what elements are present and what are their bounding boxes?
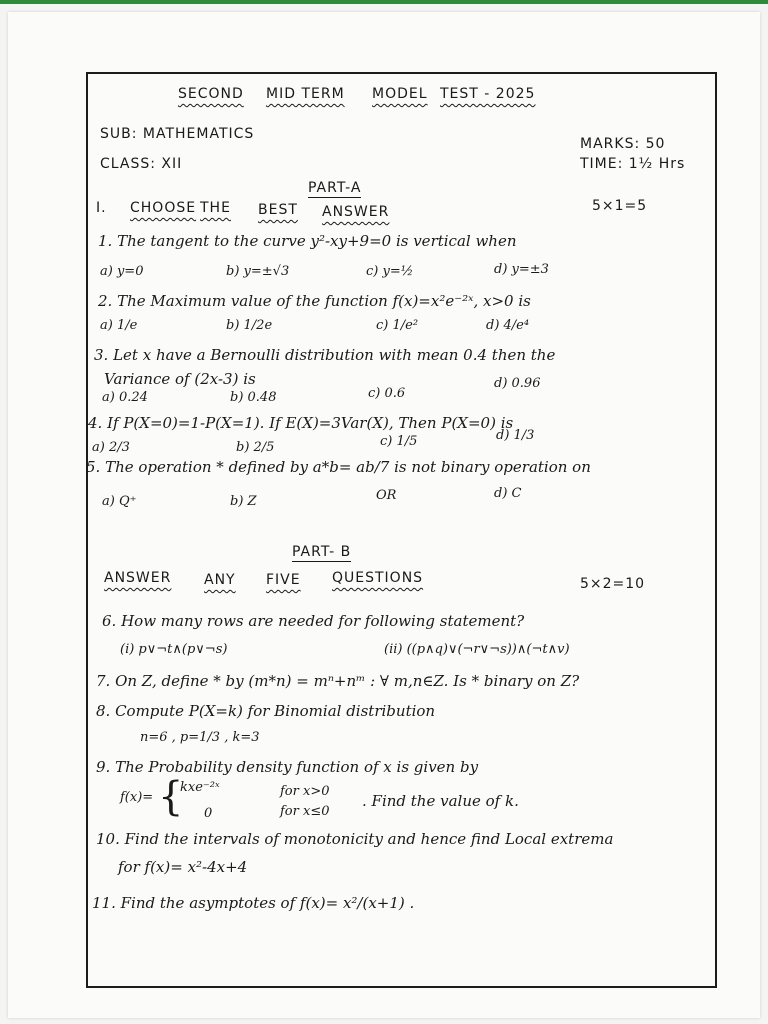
q9-condition-2: for x≤0	[280, 804, 330, 819]
q4-option-a: a) 2/3	[92, 440, 130, 455]
part-a-numeral: I.	[96, 200, 107, 216]
title-word-2: MID TERM	[266, 86, 345, 102]
question-2: 2. The Maximum value of the function f(x)=x²e⁻²ˣ, x>0 is	[98, 292, 531, 310]
q10-function: for f(x)= x²-4x+4	[118, 858, 248, 876]
q1-option-a: a) y=0	[100, 264, 144, 279]
part-a-word-answer: ANSWER	[322, 204, 390, 220]
part-a-marks: 5×1=5	[592, 198, 648, 214]
q5-option-a: a) Q⁺	[102, 494, 137, 509]
part-a-word-the: THE	[200, 200, 231, 216]
q5-option-b: b) Z	[230, 494, 257, 509]
part-b-word-questions: QUESTIONS	[332, 570, 424, 586]
class-label: CLASS: XII	[100, 156, 183, 172]
question-8: 8. Compute P(X=k) for Binomial distribution	[96, 702, 436, 720]
q1-option-c: c) y=½	[366, 264, 414, 279]
part-b-title: PART- B	[292, 544, 352, 560]
question-6: 6. How many rows are needed for following statement?	[102, 612, 525, 630]
q4-option-c: c) 1/5	[380, 434, 418, 449]
subject-label: SUB: MATHEMATICS	[100, 126, 255, 142]
q9-case-2: 0	[204, 806, 213, 821]
marks-label: MARKS: 50	[580, 136, 666, 152]
q2-option-b: b) 1/2e	[226, 318, 273, 333]
question-3: 3. Let x have a Bernoulli distribution with mean 0.4 then the	[94, 346, 556, 364]
q9-case-1: kxe⁻²ˣ	[180, 780, 220, 795]
q1-option-b: b) y=±√3	[226, 264, 290, 279]
q9-pdf-lhs: f(x)=	[120, 790, 154, 805]
q2-option-a: a) 1/e	[100, 318, 138, 333]
question-11: 11. Find the asymptotes of f(x)= x²/(x+1) .	[92, 894, 415, 912]
title-word-4: TEST - 2025	[440, 86, 536, 102]
part-b-word-answer: ANSWER	[104, 570, 172, 586]
q2-option-d: d) 4/e⁴	[486, 318, 530, 333]
q6-part-ii: (ii) ((p∧q)∨(¬r∨¬s))∧(¬t∧v)	[384, 642, 570, 657]
title-word-3: MODEL	[372, 86, 428, 102]
title-word-1: SECOND	[178, 86, 244, 102]
question-3-line-2: Variance of (2x-3) is	[104, 370, 256, 388]
part-b-word-any: ANY	[204, 572, 236, 588]
part-a-word-best: BEST	[258, 202, 298, 218]
q8-parameters: n=6 , p=1/3 , k=3	[140, 730, 260, 745]
question-4: 4. If P(X=0)=1-P(X=1). If E(X)=3Var(X), Then P(X=0) is	[88, 414, 514, 432]
q3-option-a: a) 0.24	[102, 390, 148, 405]
q1-option-d: d) y=±3	[494, 262, 549, 277]
question-5: 5. The operation * defined by a*b= ab/7 is not binary operation on	[86, 458, 591, 476]
q3-option-b: b) 0.48	[230, 390, 277, 405]
q3-option-d: d) 0.96	[494, 376, 541, 391]
question-9: 9. The Probability density function of x is given by	[96, 758, 479, 776]
part-a-word-choose: CHOOSE	[130, 200, 197, 216]
top-green-edge	[0, 0, 768, 4]
q6-part-i: (i) p∨¬t∧(p∨¬s)	[120, 642, 228, 657]
part-b-word-five: FIVE	[266, 572, 301, 588]
q9-condition-1: for x>0	[280, 784, 330, 799]
q4-option-d: d) 1/3	[496, 428, 535, 443]
q5-option-d: d) C	[494, 486, 522, 501]
question-7: 7. On Z, define * by (m*n) = mⁿ+nᵐ : ∀ m,n∈Z. Is * binary on Z?	[96, 672, 580, 690]
question-1: 1. The tangent to the curve y²-xy+9=0 is vertical when	[98, 232, 517, 250]
part-a-title: PART-A	[308, 180, 362, 196]
q9-brace: {	[158, 774, 184, 820]
question-10: 10. Find the intervals of monotonicity and hence find Local extrema	[96, 830, 614, 848]
q9-find-k: . Find the value of k.	[362, 792, 519, 810]
q5-option-c: OR	[376, 488, 397, 503]
q2-option-c: c) 1/e²	[376, 318, 419, 333]
q3-option-c: c) 0.6	[368, 386, 406, 401]
part-b-marks: 5×2=10	[580, 576, 646, 592]
time-label: TIME: 1½ Hrs	[580, 156, 686, 172]
q4-option-b: b) 2/5	[236, 440, 275, 455]
